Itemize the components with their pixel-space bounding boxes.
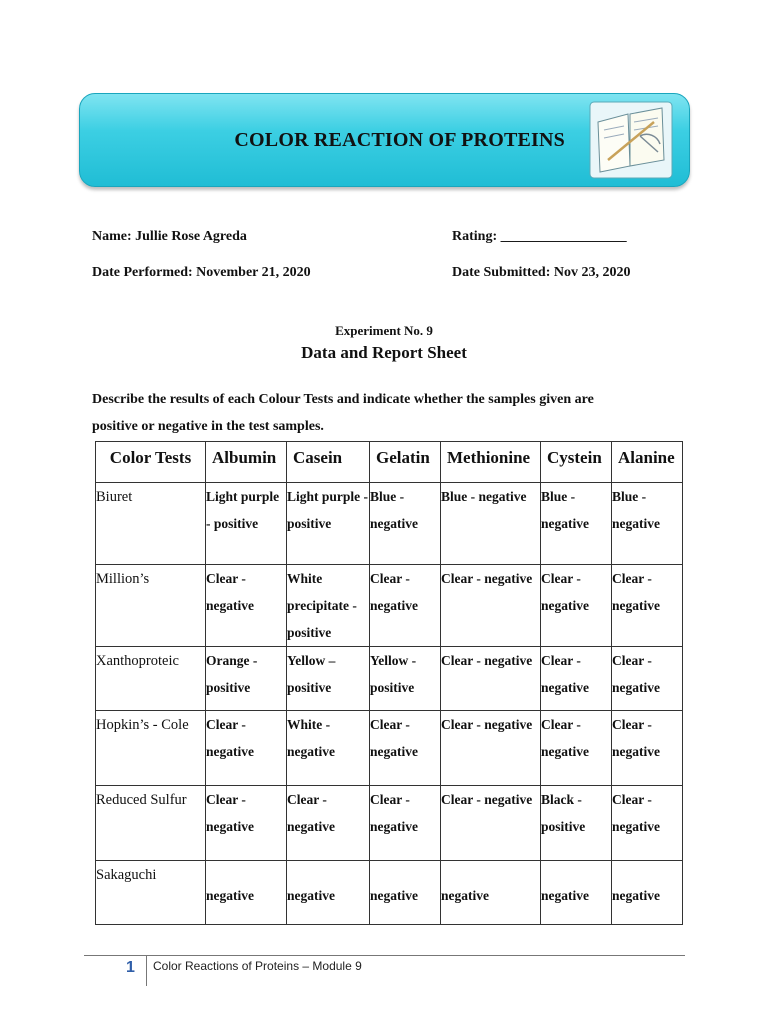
results-table — [95, 441, 683, 925]
result-cell: Clear - negative — [206, 786, 287, 861]
result-cell: Clear - negative — [612, 565, 683, 647]
book-icon — [588, 100, 674, 180]
module-label — [80, 112, 658, 128]
footer-separator — [146, 956, 147, 986]
result-cell: Light purple - positive — [287, 483, 370, 565]
result-cell: negative — [612, 861, 683, 925]
page-number: 1 — [126, 959, 135, 976]
column-header: Alanine — [612, 442, 683, 483]
result-cell: Clear - negative — [441, 565, 541, 647]
result-cell: Clear - negative — [206, 565, 287, 647]
result-cell: Clear - negative — [541, 565, 612, 647]
result-cell: negative — [370, 861, 441, 925]
test-name: Million’s — [96, 565, 206, 647]
result-cell: Clear - negative — [206, 711, 287, 786]
result-cell: Blue - negative — [612, 483, 683, 565]
date-performed: Date Performed: November 21, 2020 — [92, 265, 311, 280]
test-name: Biuret — [96, 483, 206, 565]
result-cell: Clear - negative — [541, 647, 612, 711]
result-cell: Blue - negative — [441, 483, 541, 565]
column-header: Color Tests — [96, 442, 206, 483]
result-cell: Yellow – positive — [287, 647, 370, 711]
table-header-row — [96, 442, 683, 483]
module-banner — [79, 93, 690, 187]
table-row — [96, 711, 683, 786]
result-cell: Clear - negative — [541, 711, 612, 786]
result-cell: negative — [441, 861, 541, 925]
result-cell: White - negative — [287, 711, 370, 786]
experiment-number: Experiment No. 9 — [335, 323, 433, 338]
result-cell: Yellow - positive — [370, 647, 441, 711]
result-cell: Clear - negative — [441, 647, 541, 711]
footer-text: Color Reactions of Proteins – Module 9 — [153, 959, 362, 973]
result-cell: Clear - negative — [441, 786, 541, 861]
module-title: COLOR REACTION OF PROTEINS — [234, 129, 565, 151]
test-name: Xanthoproteic — [96, 647, 206, 711]
result-cell: Clear - negative — [441, 711, 541, 786]
table-row — [96, 483, 683, 565]
result-cell: Clear - negative — [370, 786, 441, 861]
table-row — [96, 647, 683, 711]
table-row — [96, 861, 683, 925]
rating-field: Rating: __________________ — [452, 229, 627, 244]
instructions-line-1: Describe the results of each Colour Tests and indicate whether the samples given are — [92, 392, 594, 407]
column-header: Albumin — [206, 442, 287, 483]
result-cell: Clear - negative — [287, 786, 370, 861]
result-cell: Clear - negative — [612, 711, 683, 786]
test-name: Hopkin’s - Cole — [96, 711, 206, 786]
result-cell: negative — [541, 861, 612, 925]
result-cell: Light purple - positive — [206, 483, 287, 565]
test-name: Reduced Sulfur — [96, 786, 206, 861]
column-header: Gelatin — [370, 442, 441, 483]
result-cell: Blue - negative — [541, 483, 612, 565]
test-name: Sakaguchi — [96, 861, 206, 925]
table-row — [96, 565, 683, 647]
result-cell: negative — [206, 861, 287, 925]
result-cell: White precipitate - positive — [287, 565, 370, 647]
table-row — [96, 786, 683, 861]
result-cell: Clear - negative — [612, 786, 683, 861]
sheet-title: Data and Report Sheet — [301, 343, 467, 362]
date-submitted: Date Submitted: Nov 23, 2020 — [452, 265, 631, 280]
instructions-line-2: positive or negative in the test samples. — [92, 419, 324, 434]
result-cell: Blue - negative — [370, 483, 441, 565]
column-header: Casein — [287, 442, 370, 483]
result-cell: Clear - negative — [370, 565, 441, 647]
column-header: Methionine — [441, 442, 541, 483]
column-header: Cystein — [541, 442, 612, 483]
result-cell: negative — [287, 861, 370, 925]
result-cell: Black - positive — [541, 786, 612, 861]
footer-divider — [84, 955, 685, 956]
result-cell: Clear - negative — [370, 711, 441, 786]
result-cell: Clear - negative — [612, 647, 683, 711]
student-name: Name: Jullie Rose Agreda — [92, 229, 247, 244]
result-cell: Orange - positive — [206, 647, 287, 711]
